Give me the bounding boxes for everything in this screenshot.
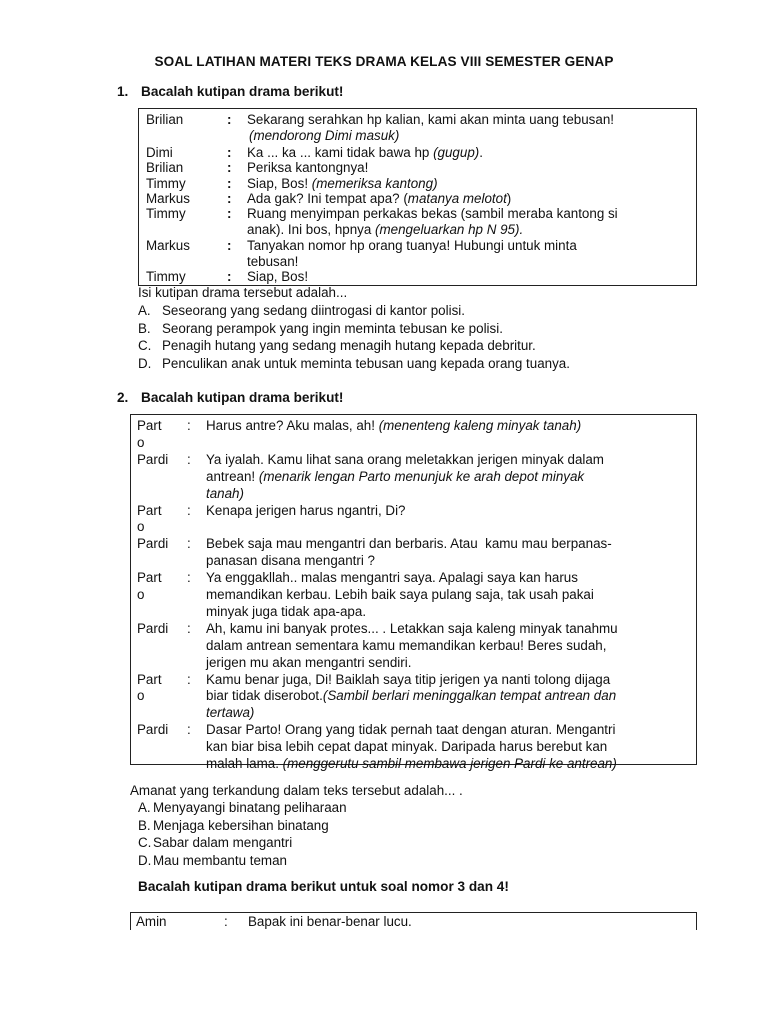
q2-colon: : (187, 671, 191, 687)
q2-speaker: Pardi (137, 620, 169, 636)
q1-colon: : (227, 206, 232, 221)
q34-dialogue-box (130, 912, 697, 930)
q2-speaker: Pardi (137, 536, 169, 552)
q1-colon: : (227, 145, 232, 160)
q1-option-b[interactable]: B. Seorang perampok yang ingin meminta tebusan ke polisi. (138, 320, 503, 336)
q2-line: Kamu benar juga, Di! Baiklah saya titip jerigen ya nanti tolong dijaga (206, 671, 611, 687)
q2-line: Bebek saja mau mengantri dan berbaris. Atau kamu mau berpanas- (206, 536, 612, 552)
q1-stage: (mendorong Dimi masuk) (249, 128, 400, 143)
q2-line: tanah) (206, 485, 244, 501)
q1-speaker: Timmy (146, 269, 186, 284)
q2-speaker: Part (137, 418, 162, 433)
q1-instruction: Bacalah kutipan drama berikut! (141, 84, 344, 99)
q1-option-c[interactable]: C. Penagih hutang yang sedang menagih hutang kepada debritur. (138, 338, 536, 354)
q1-colon: : (227, 269, 232, 284)
q1-speaker: Markus (146, 238, 190, 253)
q2-colon: : (187, 620, 191, 636)
q2-colon: : (187, 418, 191, 433)
q1-colon: : (227, 112, 232, 127)
q1-option-d[interactable]: D. Penculikan anak untuk meminta tebusan uang kepada orang tuanya. (138, 355, 570, 371)
q34-instruction: Bacalah kutipan drama berikut untuk soal nomor 3 dan 4! (138, 879, 509, 894)
q34-colon: : (224, 914, 228, 929)
q1-speaker: Markus (146, 191, 190, 206)
q1-number: 1. (117, 84, 129, 99)
q2-speaker-suffix: o (137, 434, 145, 450)
q2-speaker-suffix: o (137, 688, 145, 704)
q1-colon: : (227, 238, 232, 253)
q1-line: Siap, Bos! (247, 269, 309, 284)
q2-colon: : (187, 570, 191, 586)
q1-option-a[interactable]: A. Seseorang yang sedang diintrogasi di kantor polisi. (138, 303, 465, 318)
q1-line: anak). Ini bos, hpnya (mengeluarkan hp N 95). (247, 222, 524, 237)
q2-line: memandikan kerbau. Lebih baik saya pulang saja, tak usah pakai (206, 587, 594, 602)
q2-colon: : (187, 451, 191, 467)
q2-options (138, 799, 347, 869)
q1-line: Ka ... ka ... kami tidak bawa hp (gugup). (247, 145, 483, 160)
q2-line: dalam antrean sementara kamu memandikan kerbau! Beres sudah, (206, 637, 607, 653)
q1-line: Ruang menyimpan perkakas bekas (sambil meraba kantong si (247, 206, 618, 221)
q34-speaker: Amin (136, 914, 167, 929)
q2-speaker: Part (137, 570, 162, 586)
q2-speaker-suffix: o (137, 519, 145, 535)
q2-line: antrean! (menarik lengan Parto menunjuk ke arah depot minyak (206, 468, 585, 484)
q2-number: 2. (117, 390, 129, 405)
q2-line: kan biar bisa lebih cepat dapat minyak. Daripada harus berebut kan (206, 739, 608, 755)
q2-line: panasan disana mengantri ? (206, 553, 375, 569)
q2-colon: : (187, 536, 191, 552)
q1-speaker: Timmy (146, 176, 186, 191)
q34-line: Bapak ini benar-benar lucu. (248, 914, 412, 929)
q1-colon: : (227, 191, 232, 206)
q2-option-c[interactable]: C. Sabar dalam mengantri (138, 835, 293, 851)
q2-speaker: Pardi (137, 451, 169, 467)
q1-line: Tanyakan nomor hp orang tuanya! Hubungi untuk minta (247, 238, 577, 253)
q2-line: Kenapa jerigen harus ngantri, Di? (206, 502, 406, 518)
q2-dialogue-box (130, 414, 697, 771)
q2-line: Ah, kamu ini banyak protes... . Letakkan saja kaleng minyak tanahmu (206, 620, 618, 636)
q1-speaker: Brilian (146, 112, 184, 127)
q2-line: tertawa) (206, 705, 255, 721)
q1-line: Ada gak? Ini tempat apa? (matanya melotot) (247, 191, 512, 206)
q2-speaker: Part (137, 502, 162, 518)
q2-line: biar tidak diserobot.(Sambil berlari meninggalkan tempat antrean dan (206, 688, 617, 704)
q2-line: Ya iyalah. Kamu lihat sana orang meletakkan jerigen minyak dalam (206, 451, 604, 467)
q1-line: tebusan! (247, 254, 299, 269)
q2-option-a[interactable]: A. Menyayangi binatang peliharaan (138, 800, 347, 815)
q1-question: Isi kutipan drama tersebut adalah... (138, 285, 348, 300)
q2-question: Amanat yang terkandung dalam teks tersebut adalah... . (130, 783, 463, 798)
q1-line: Periksa kantongnya! (247, 160, 369, 175)
q1-line: Siap, Bos! (memeriksa kantong) (247, 176, 438, 191)
q1-speaker: Brilian (146, 160, 184, 175)
q1-options (138, 302, 570, 372)
q2-instruction: Bacalah kutipan drama berikut! (141, 390, 344, 405)
q2-line: Harus antre? Aku malas, ah! (menenteng kaleng minyak tanah) (206, 418, 582, 433)
q2-speaker: Pardi (137, 722, 169, 738)
page-title: SOAL LATIHAN MATERI TEKS DRAMA KELAS VIII SEMESTER GENAP (154, 54, 614, 69)
q1-dialogue-box (138, 108, 697, 286)
q2-line: jerigen mu akan mengantri sendiri. (206, 654, 412, 670)
q1-line: Sekarang serahkan hp kalian, kami akan minta uang tebusan! (247, 112, 614, 127)
q2-speaker: Part (137, 671, 162, 687)
q2-line: minyak juga tidak apa-apa. (206, 603, 367, 619)
q2-speaker-suffix: o (137, 587, 145, 602)
q2-heading (117, 390, 343, 405)
q2-colon: : (187, 502, 191, 518)
q2-line: malah lama. (menggerutu sambil membawa jerigen Pardi ke antrean) (206, 756, 617, 771)
q2-option-b[interactable]: B. Menjaga kebersihan binatang (138, 817, 329, 833)
q2-colon: : (187, 722, 191, 738)
q1-colon: : (227, 176, 232, 191)
q2-line: Ya enggakllah.. malas mengantri saya. Apalagi saya kan harus (206, 570, 578, 586)
q1-colon: : (227, 160, 232, 175)
q1-heading (117, 84, 343, 99)
q1-speaker: Timmy (146, 206, 186, 221)
q2-line: Dasar Parto! Orang yang tidak pernah taat dengan aturan. Mengantri (206, 722, 616, 738)
q1-speaker: Dimi (146, 145, 173, 160)
q2-option-d[interactable]: D. Mau membantu teman (138, 852, 287, 868)
